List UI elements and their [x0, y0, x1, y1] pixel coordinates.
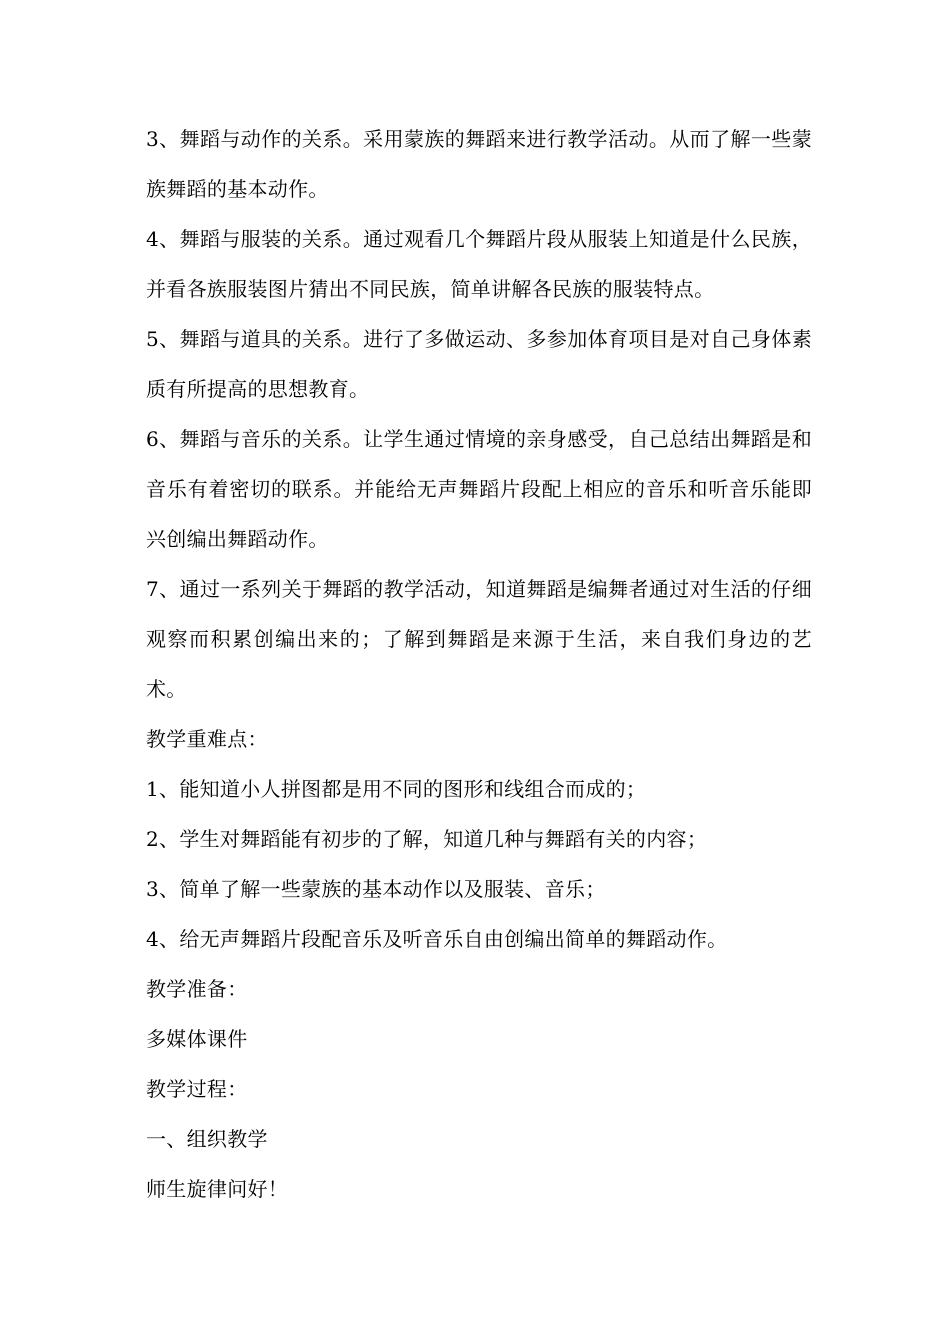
key-point-1: 1、能知道小人拼图都是用不同的图形和线组合而成的； — [146, 777, 647, 801]
document-body — [146, 114, 812, 1214]
paragraph-item-4-dance-costume: 4、舞蹈与服装的关系。通过观看几个舞蹈片段从服装上知道是什么民族，并看各族服装图片猜出不同民族，简单讲解各民族的服装特点。 — [146, 227, 812, 301]
paragraph-item-3-dance-movement: 3、舞蹈与动作的关系。采用蒙族的舞蹈来进行教学活动。从而了解一些蒙族舞蹈的基本动作。 — [146, 127, 812, 201]
process-step-heading-1: 一、组织教学 — [146, 1127, 268, 1151]
paragraph-item-5-dance-props: 5、舞蹈与道具的关系。进行了多做运动、多参加体育项目是对自己身体素质有所提高的思想教育。 — [146, 327, 812, 401]
key-point-3: 3、简单了解一些蒙族的基本动作以及服装、音乐； — [146, 877, 606, 901]
paragraph-item-6-dance-music: 6、舞蹈与音乐的关系。让学生通过情境的亲身感受，自己总结出舞蹈是和音乐有着密切的联系。并能给无声舞蹈片段配上相应的音乐和听音乐能即兴创编出舞蹈动作。 — [146, 427, 812, 551]
process-step-text: 师生旋律问好！ — [146, 1177, 289, 1201]
section-heading-preparation: 教学准备： — [146, 977, 248, 1001]
key-point-4: 4、给无声舞蹈片段配音乐及听音乐自由创编出简单的舞蹈动作。 — [146, 927, 728, 951]
section-heading-key-points: 教学重难点： — [146, 727, 268, 751]
preparation-item: 多媒体课件 — [146, 1027, 248, 1051]
section-heading-process: 教学过程： — [146, 1077, 248, 1101]
key-point-2: 2、学生对舞蹈能有初步的了解，知道几种与舞蹈有关的内容； — [146, 827, 708, 851]
paragraph-item-7-dance-activities: 7、通过一系列关于舞蹈的教学活动，知道舞蹈是编舞者通过对生活的仔细观察而积累创编出来的；了解到舞蹈是来源于生活，来自我们身边的艺术。 — [146, 577, 812, 701]
